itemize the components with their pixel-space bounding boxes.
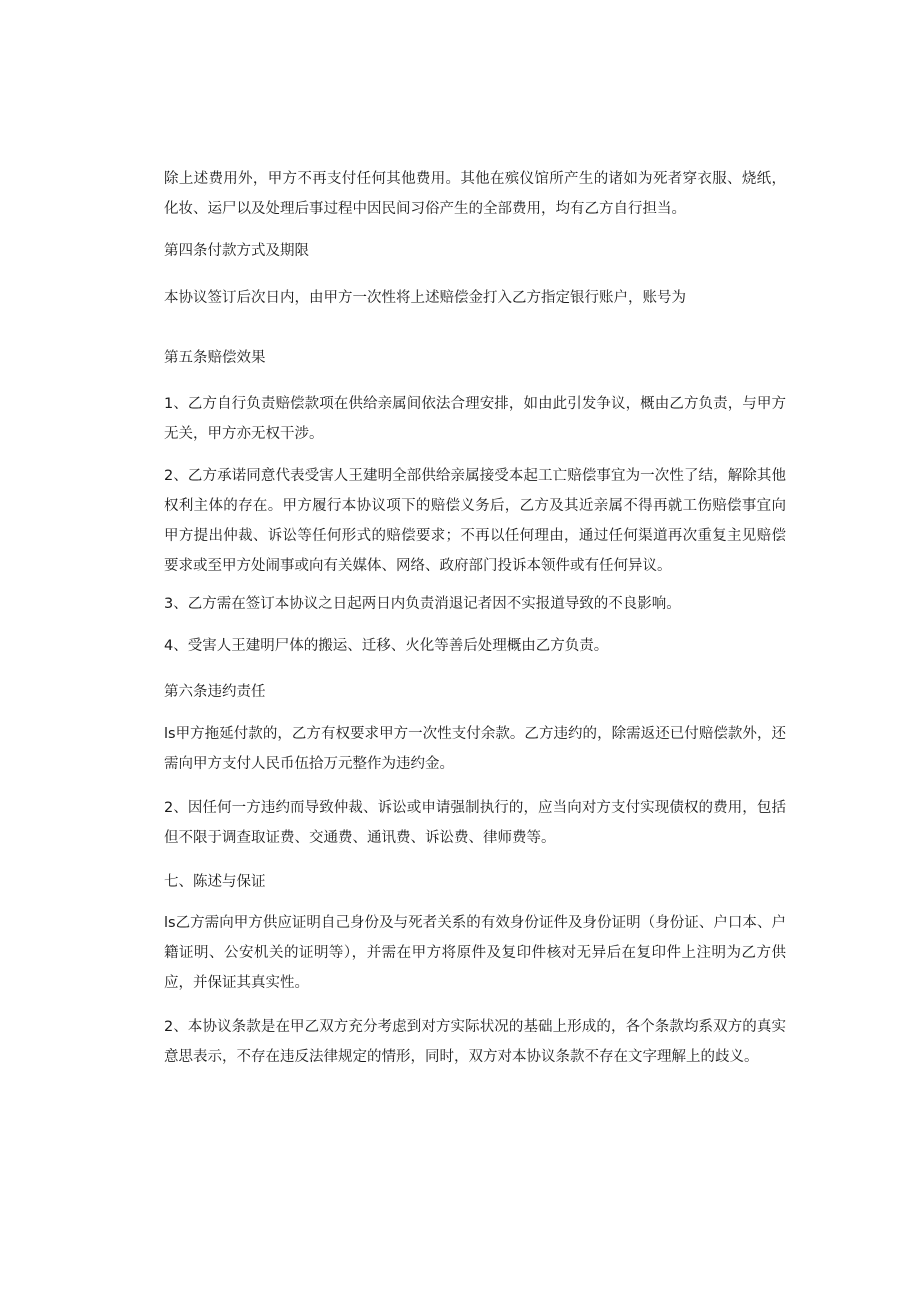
paragraph-fees-text: 除上述费用外，甲方不再支付任何其他费用。其他在殡仪馆所产生的诸如为死者穿衣服、烧纸，化妆、运尸以及处理后事过程中因民间习俗产生的全部费用，均有乙方自行担当。 (164, 171, 786, 217)
paragraph-7-1: ls乙方需向甲方供应证明自己身份及与死者关系的有效身份证件及身份证明（身份证、户口本、户籍证明、公安机关的证明等），并需在甲方将原件及复印件核对无异后在复印件上注明为乙方供应，并保证其真实性。 (164, 915, 786, 991)
heading-article-5: 第五条赔偿效果 (164, 350, 266, 366)
paragraph-fees (164, 164, 786, 224)
heading-article-7: 七、陈述与保证 (164, 874, 266, 890)
paragraph-payment: 本协议签订后次日内，由甲方一次性将上述赔偿金打入乙方指定银行账户，账号为 (164, 290, 686, 306)
heading-article-4: 第四条付款方式及期限 (164, 243, 309, 259)
paragraph-5-3: 3、乙方需在签订本协议之日起两日内负责消退记者因不实报道导致的不良影响。 (164, 596, 681, 612)
paragraph-5-4: 4、受害人王建明尸体的搬运、迁移、火化等善后处理概由乙方负责。 (164, 638, 609, 654)
paragraph-6-2: 2、因任何一方违约而导致仲裁、诉讼或申请强制执行的，应当向对方支付实现债权的费用，包括但不限于调查取证费、交通费、通讯费、诉讼费、律师费等。 (164, 800, 786, 846)
heading-article-6: 第六条违约责任 (164, 684, 266, 700)
paragraph-6-1: ls甲方拖延付款的，乙方有权要求甲方一次性支付余款。乙方违约的，除需返还已付赔偿款外，还需向甲方支付人民币伍拾万元整作为违约金。 (164, 726, 786, 772)
paragraph-7-2: 2、本协议条款是在甲乙双方充分考虑到对方实际状况的基础上形成的，各个条款均系双方的真实意思表示，不存在违反法律规定的情形，同时，双方对本协议条款不存在文字理解上的歧义。 (164, 1019, 786, 1065)
paragraph-5-2: 2、乙方承诺同意代表受害人王建明全部供给亲属接受本起工亡赔偿事宜为一次性了结，解除其他权利主体的存在。甲方履行本协议项下的赔偿义务后，乙方及其近亲属不得再就工伤赔偿事宜向甲方提出仲裁、诉讼等任何形式的赔偿要求；不再以任何理由，通过任何渠道再次重复主见赔偿要求或至甲方处闹事或向有关媒体、网络、政府部门投诉本领件或有任何异议。 (164, 468, 786, 574)
paragraph-5-1: 1、乙方自行负责赔偿款项在供给亲属间依法合理安排，如由此引发争议，概由乙方负责，与甲方无关，甲方亦无权干涉。 (164, 396, 786, 442)
